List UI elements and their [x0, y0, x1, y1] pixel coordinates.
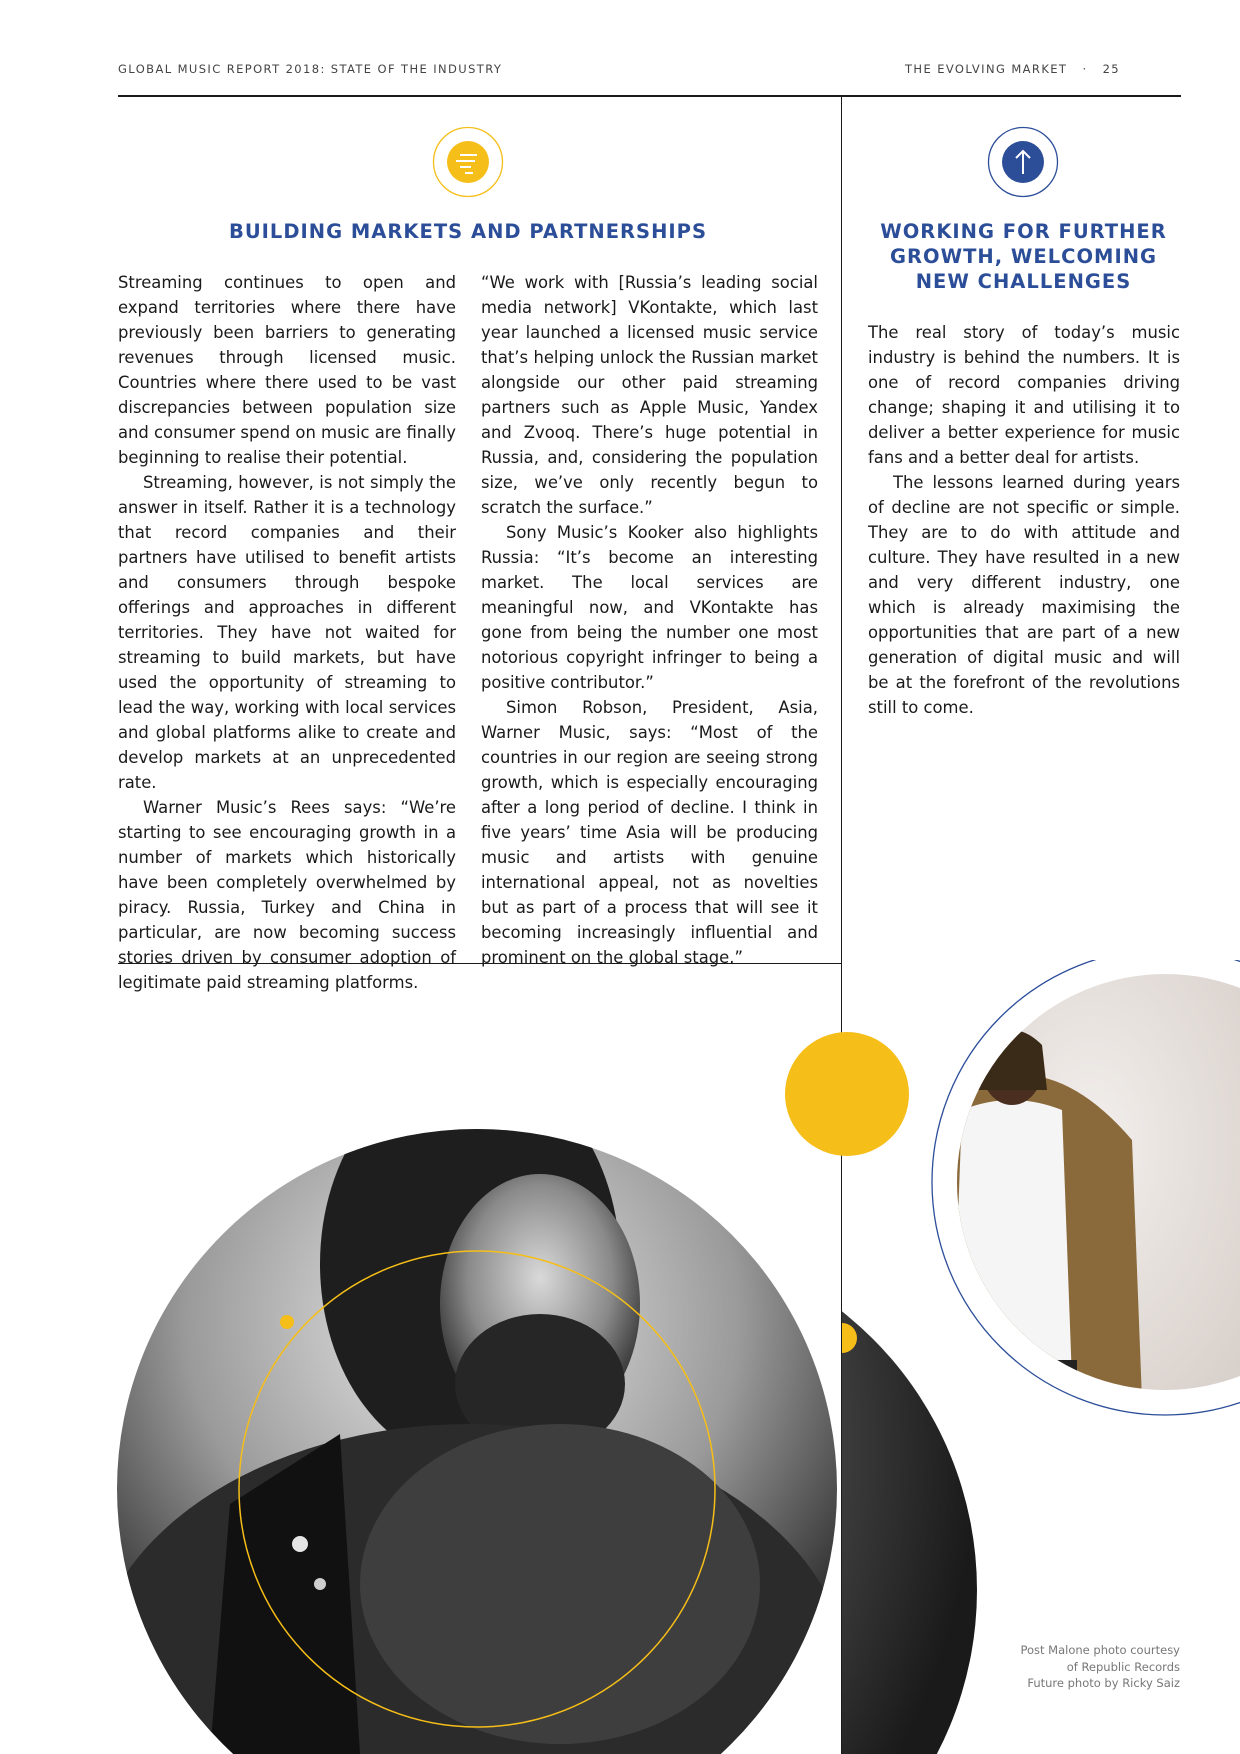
lines-icon — [432, 126, 504, 198]
artist-photo-right — [842, 960, 1240, 1460]
running-head-left: GLOBAL MUSIC REPORT 2018: STATE OF THE INDUSTRY — [118, 62, 503, 76]
arrow-up-icon — [987, 126, 1059, 198]
credit-line: Future photo by Ricky Saiz — [1027, 1676, 1180, 1690]
credit-line: Post Malone photo courtesy — [1020, 1643, 1180, 1657]
section-title-left: BUILDING MARKETS AND PARTNERSHIPS — [228, 220, 708, 243]
page-number: 25 — [1102, 62, 1120, 76]
paragraph: Simon Robson, President, Asia, Warner Music, says: “Most of the countries in our region are seeing strong growth, which is especially encouraging after a long period of decline. I think in five years’ time Asia will be producing music and artists with genuine international appeal, not as novelties but as part of a process that will see it becoming increasingly influential and prominent on the global stage.” — [481, 698, 818, 967]
running-head-right — [905, 62, 1120, 76]
paragraph: Sony Music’s Kooker also highlights Russia: “It’s become an interesting market. The local services are meaningful now, and VKontakte has gone from being the number one most notorious copyright infringer to being a positive contributor.” — [481, 523, 818, 692]
photo-credits — [940, 1642, 1180, 1692]
section-title-right: WORKING FOR FURTHER GROWTH, WELCOMING NEW CHALLENGES — [880, 220, 1167, 293]
paragraph: The real story of today’s music industry is behind the numbers. It is one of record companies driving change; shaping it and utilising it to deliver a better experience for music fans and a better deal for artists. — [868, 323, 1180, 467]
paragraph: “We work with [Russia’s leading social media network] VKontakte, which last year launched a licensed music service that’s helping unlock the Russian market alongside our other paid streaming partners such as Apple Music, Yandex and Zvooq. There’s huge potential in Russia, and, considering the population size, we’ve only recently begun to scratch the surface.” — [481, 273, 818, 517]
paragraph: Warner Music’s Rees says: “We’re starting to see encouraging growth in a number of markets which historically have been completely overwhelmed by piracy. Russia, Turkey and China in particular, are now becoming success stories driven by consumer adoption of legitimate paid streaming platforms. — [118, 798, 456, 992]
header-separator: · — [1082, 62, 1088, 76]
credit-line: of Republic Records — [1066, 1659, 1180, 1674]
artist-photo-left — [0, 964, 841, 1754]
paragraph: The lessons learned during years of decline are not specific or simple. They are to do with attitude and culture. They have resulted in a new and very different industry, one which is already maximising the opportunities that are part of a new generation of digital music and will be at the forefront of the revolutions still to come. — [868, 473, 1180, 717]
article-column-3 — [868, 320, 1180, 720]
section-name: THE EVOLVING MARKET — [905, 62, 1068, 76]
paragraph: Streaming continues to open and expand territories where there have previously been barriers to generating revenues through licensed music. Countries where there used to be vast discrepancies between population size and consumer spend on music are finally beginning to realise their potential. — [118, 273, 457, 467]
top-rule — [118, 95, 1181, 97]
article-column-1 — [118, 270, 456, 995]
article-column-2 — [481, 270, 818, 970]
paragraph: Streaming, however, is not simply the answer in itself. Rather it is a technology that record companies and their partners have utilised to benefit artists and consumers through bespoke offerings and approaches in different territories. They have not waited for streaming to build markets, but have used the opportunity of streaming to lead the way, working with local services and global platforms alike to create and develop markets at an unprecedented rate. — [118, 473, 456, 792]
